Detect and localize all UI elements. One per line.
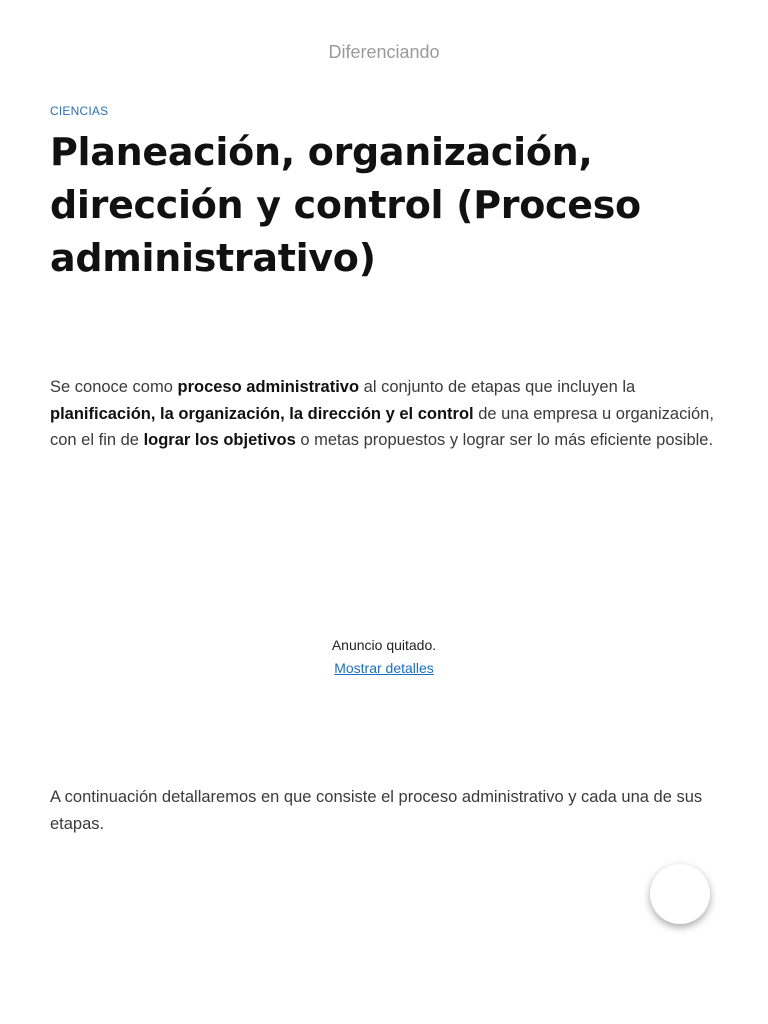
category-link[interactable]: CIENCIAS [50, 104, 109, 118]
site-logo-link[interactable]: Diferenciando [328, 42, 440, 62]
article-title: Planeación, organización, dirección y control (Proceso administrativo) [50, 130, 641, 280]
intro-text-3: de una empresa u organización, con el fin de [50, 404, 714, 449]
intro-bold-1: proceso administrativo [177, 378, 360, 396]
intro-text-4: o metas propuestos y lograr ser lo más eficiente posible. [295, 431, 714, 449]
show-details-link[interactable]: Mostrar detalles [334, 660, 434, 676]
article-continuation: A continuación detallaremos en que consiste el proceso administrativo y cada una de sus etapas. [50, 788, 703, 833]
intro-bold-3: lograr los objetivos [143, 431, 296, 449]
intro-text-2: al conjunto de etapas que incluyen la [359, 378, 636, 396]
article-intro [50, 374, 722, 454]
intro-text-1: Se conoce como [50, 378, 178, 396]
ad-removed-label: Anuncio quitado. [331, 637, 437, 653]
floating-action-button[interactable] [650, 864, 710, 924]
intro-bold-2: planificación, la organización, la dirección y el control [50, 404, 474, 423]
ad-removed-block [0, 634, 768, 680]
site-header [0, 42, 768, 63]
